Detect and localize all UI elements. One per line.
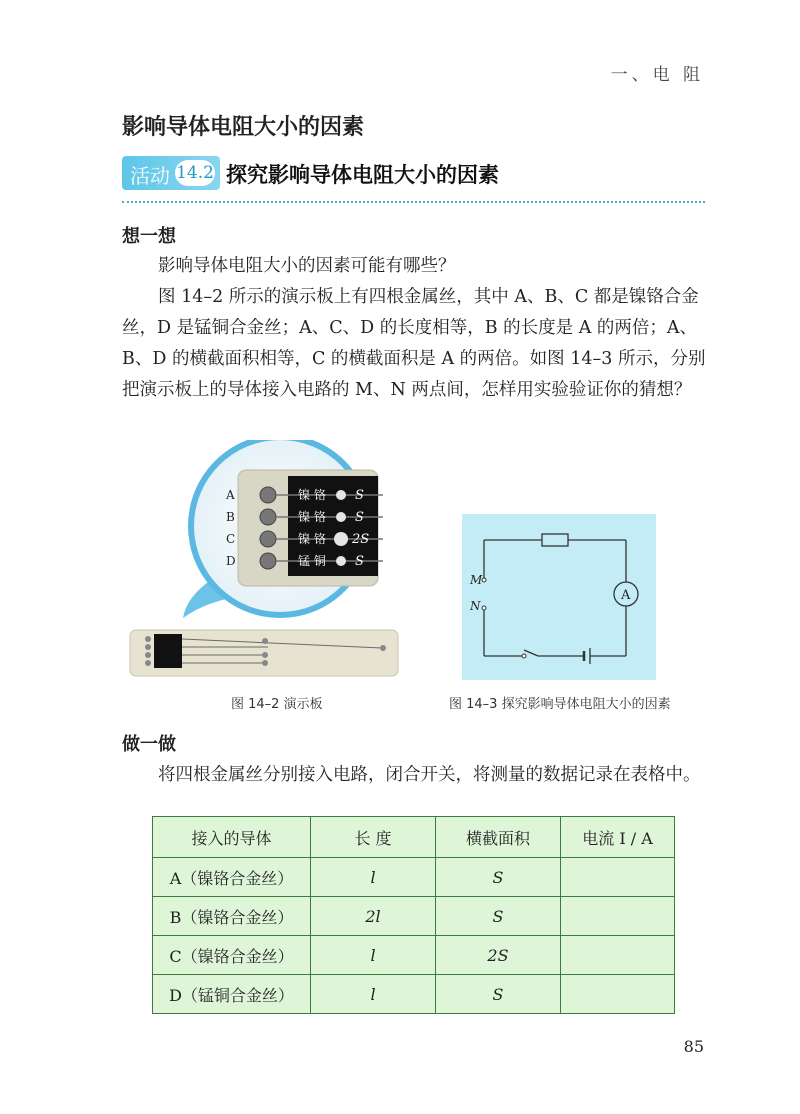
think-line: 丝，D 是锰铜合金丝；A、C、D 的长度相等，B 的长度是 A 的两倍；A、 xyxy=(122,318,698,338)
cell-conductor: C（镍铬合金丝） xyxy=(153,936,311,975)
activity-tag-label: 活动 xyxy=(130,164,170,188)
row-a-area: S xyxy=(355,488,364,503)
data-table xyxy=(152,816,675,1014)
header-conductor: 接入的导体 xyxy=(153,817,311,858)
cell-length: l xyxy=(311,936,436,975)
cell-area: 2S xyxy=(436,936,561,975)
cell-current[interactable] xyxy=(561,975,675,1014)
resistor-symbol xyxy=(542,534,568,546)
row-d-material: 锰 铜 xyxy=(298,554,326,568)
table-row xyxy=(153,936,675,975)
think-line: 影响导体电阻大小的因素可能有哪些？ xyxy=(158,256,456,276)
header-area: 横截面积 xyxy=(436,817,561,858)
cell-length: l xyxy=(311,858,436,897)
do-paragraph xyxy=(122,760,706,791)
circuit-figure xyxy=(462,514,656,680)
cell-length: l xyxy=(311,975,436,1014)
table-row xyxy=(153,975,675,1014)
cell-area: S xyxy=(436,975,561,1014)
row-c-letter: C xyxy=(226,532,236,546)
activity-banner xyxy=(122,156,705,190)
ammeter-label: A xyxy=(621,588,631,603)
table-header-row xyxy=(153,817,675,858)
cell-length: 2l xyxy=(311,897,436,936)
row-c-area: 2S xyxy=(352,532,370,547)
row-a-letter: A xyxy=(226,488,235,502)
demo-board-figure xyxy=(128,440,408,690)
row-d-letter: D xyxy=(226,554,236,568)
cell-area: S xyxy=(436,858,561,897)
activity-number: 14.2 xyxy=(175,160,215,186)
do-line: 将四根金属丝分别接入电路，闭合开关，将测量的数据记录在表格中。 xyxy=(158,765,701,785)
row-c-material: 镍 铬 xyxy=(298,532,326,546)
cell-conductor: D（锰铜合金丝） xyxy=(153,975,311,1014)
page-number: 85 xyxy=(683,1037,704,1056)
cell-conductor: A（镍铬合金丝） xyxy=(153,858,311,897)
think-paragraph xyxy=(122,251,706,406)
header-length: 长 度 xyxy=(311,817,436,858)
think-heading: 想一想 xyxy=(122,226,176,247)
header-current: 电流 I / A xyxy=(561,817,675,858)
board-label-panel xyxy=(154,634,182,668)
figure-14-2-caption: 图 14–2 演示板 xyxy=(231,697,323,712)
row-b-material: 镍 铬 xyxy=(298,510,326,524)
cell-current[interactable] xyxy=(561,897,675,936)
terminal-m-label: M xyxy=(470,573,483,587)
section-title: 影响导体电阻大小的因素 xyxy=(122,115,365,140)
cell-area: S xyxy=(436,897,561,936)
figure-14-3-caption: 图 14–3 探究影响导体电阻大小的因素 xyxy=(449,697,671,712)
cell-conductor: B（镍铬合金丝） xyxy=(153,897,311,936)
table-row xyxy=(153,897,675,936)
row-d-area: S xyxy=(355,554,364,569)
cell-current[interactable] xyxy=(561,936,675,975)
row-b-letter: B xyxy=(226,510,235,524)
think-line: B、D 的横截面积相等，C 的横截面积是 A 的两倍。如图 14–3 所示，分别 xyxy=(122,349,706,369)
chapter-header: 一、电 阻 xyxy=(610,65,704,85)
activity-title: 探究影响导体电阻大小的因素 xyxy=(226,163,499,187)
row-a-material: 镍 铬 xyxy=(298,488,326,502)
think-line: 图 14–2 所示的演示板上有四根金属丝，其中 A、B、C 都是镍铬合金 xyxy=(158,287,699,307)
cell-current[interactable] xyxy=(561,858,675,897)
row-b-area: S xyxy=(355,510,364,525)
do-heading: 做一做 xyxy=(122,734,176,755)
dotted-divider xyxy=(122,201,705,203)
think-line: 把演示板上的导体接入电路的 M、N 两点间，怎样用实验验证你的猜想？ xyxy=(122,380,692,400)
terminal-n-label: N xyxy=(470,599,481,613)
table-row xyxy=(153,858,675,897)
